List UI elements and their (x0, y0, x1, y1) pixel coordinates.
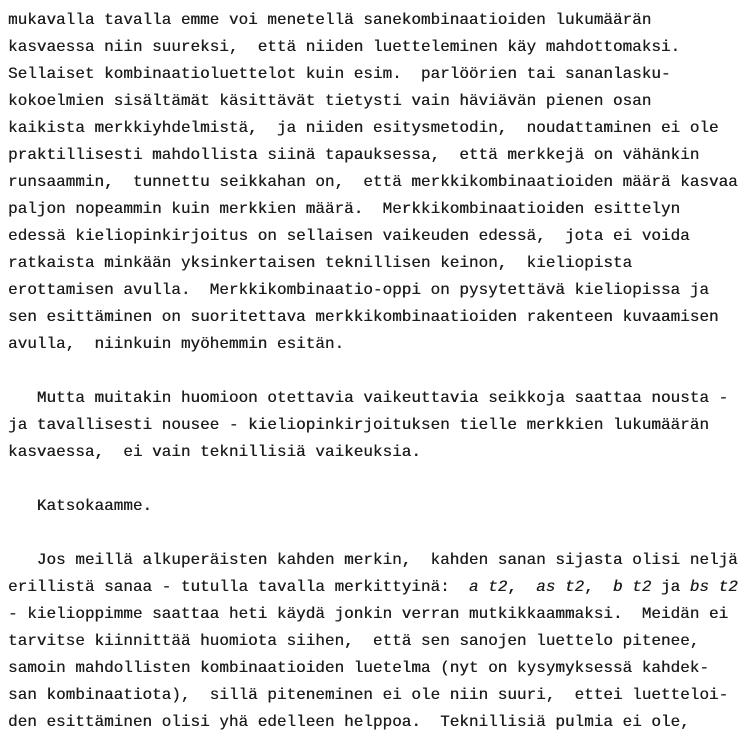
text-segment: Katsokaamme. (8, 497, 153, 515)
text-line (8, 7, 750, 34)
text-line (8, 601, 750, 628)
paragraph-3 (8, 493, 750, 520)
italic-text-segment: b t2 (612, 578, 652, 596)
text-segment: samoin mahdollisten kombinaatioiden luetelma (nyt on kysymyksessä kahdek- (8, 659, 709, 677)
text-segment: den esittäminen olisi yhä edelleen helppoa. Teknillisiä pulmia ei ole, (8, 713, 690, 731)
text-line (8, 250, 750, 277)
paragraph-2 (8, 385, 750, 466)
text-line (8, 115, 750, 142)
text-segment: , (584, 578, 613, 596)
text-line (8, 223, 750, 250)
text-segment: avulla, niinkuin myöhemmin esitän. (8, 335, 345, 353)
text-segment: Mutta muitakin huomioon otettavia vaikeuttavia seikkoja saattaa nousta - (8, 389, 729, 407)
text-line (8, 88, 750, 115)
paragraph-1 (8, 7, 750, 358)
text-line (8, 547, 750, 574)
document-text (8, 7, 750, 736)
text-segment: edessä kieliopinkirjoitus on sellaisen vaikeuden edessä, jota ei voida (8, 227, 690, 245)
italic-text-segment: as t2 (536, 578, 585, 596)
text-line (8, 61, 750, 88)
text-segment: tarvitse kiinnittää huomiota siihen, että sen sanojen luettelo pitenee, (8, 632, 700, 650)
text-line (8, 169, 750, 196)
text-line (8, 574, 750, 601)
text-segment: kasvaessa niin suureksi, että niiden luetteleminen käy mahdottomaksi. (8, 38, 681, 56)
text-segment: praktillisesti mahdollista siinä tapauksessa, että merkkejä on vähänkin (8, 146, 700, 164)
text-line (8, 412, 750, 439)
text-segment: ja tavallisesti nousee - kieliopinkirjoituksen tielle merkkien lukumäärän (8, 416, 709, 434)
text-segment: mukavalla tavalla emme voi menetellä sanekombinaatioiden lukumäärän (8, 11, 652, 29)
italic-text-segment: bs t2 (689, 578, 738, 596)
text-segment: kasvaessa, ei vain teknillisiä vaikeuksia. (8, 443, 421, 461)
text-segment: paljon nopeammin kuin merkkien määrä. Merkkikombinaatioiden esittelyn (8, 200, 681, 218)
text-segment: , (507, 578, 537, 596)
text-line (8, 493, 750, 520)
text-segment: - kielioppimme saattaa heti käydä jonkin verran mutkikkaammaksi. Meidän ei (8, 605, 729, 623)
text-segment: runsaammin, tunnettu seikkahan on, että merkkikombinaatioiden määrä kasvaa (8, 173, 738, 191)
text-segment: erottamisen avulla. Merkkikombinaatio-oppi on pysytettävä kieliopissa ja (8, 281, 709, 299)
text-line (8, 196, 750, 223)
text-line (8, 439, 750, 466)
text-line (8, 655, 750, 682)
text-segment: Jos meillä alkuperäisten kahden merkin, kahden sanan sijasta olisi neljä (8, 551, 738, 569)
text-segment: kokoelmien sisältämät käsittävät tietysti vain häviävän pienen osan (8, 92, 652, 110)
text-line (8, 628, 750, 655)
text-segment: ratkaista minkään yksinkertaisen teknillisen keinon, kieliopista (8, 254, 633, 272)
text-segment: kaikista merkkiyhdelmistä, ja niiden esitysmetodin, noudattaminen ei ole (8, 119, 719, 137)
text-line (8, 331, 750, 358)
text-line (8, 277, 750, 304)
paragraph-4 (8, 547, 750, 736)
text-line (8, 682, 750, 709)
text-segment: sen esittäminen on suoritettava merkkikombinaatioiden rakenteen kuvaamisen (8, 308, 719, 326)
text-line (8, 385, 750, 412)
text-line (8, 142, 750, 169)
text-segment: ja (651, 578, 690, 596)
text-line (8, 34, 750, 61)
text-segment: Sellaiset kombinaatioluettelot kuin esim. parlöörien tai sananlasku- (8, 65, 671, 83)
text-segment: erillistä sanaa - tutulla tavalla merkittyinä: (8, 578, 469, 596)
italic-text-segment: a t2 (468, 578, 508, 596)
text-line (8, 304, 750, 331)
text-line (8, 709, 750, 736)
text-segment: san kombinaatiota), sillä piteneminen ei ole niin suuri, ettei luetteloi- (8, 686, 729, 704)
